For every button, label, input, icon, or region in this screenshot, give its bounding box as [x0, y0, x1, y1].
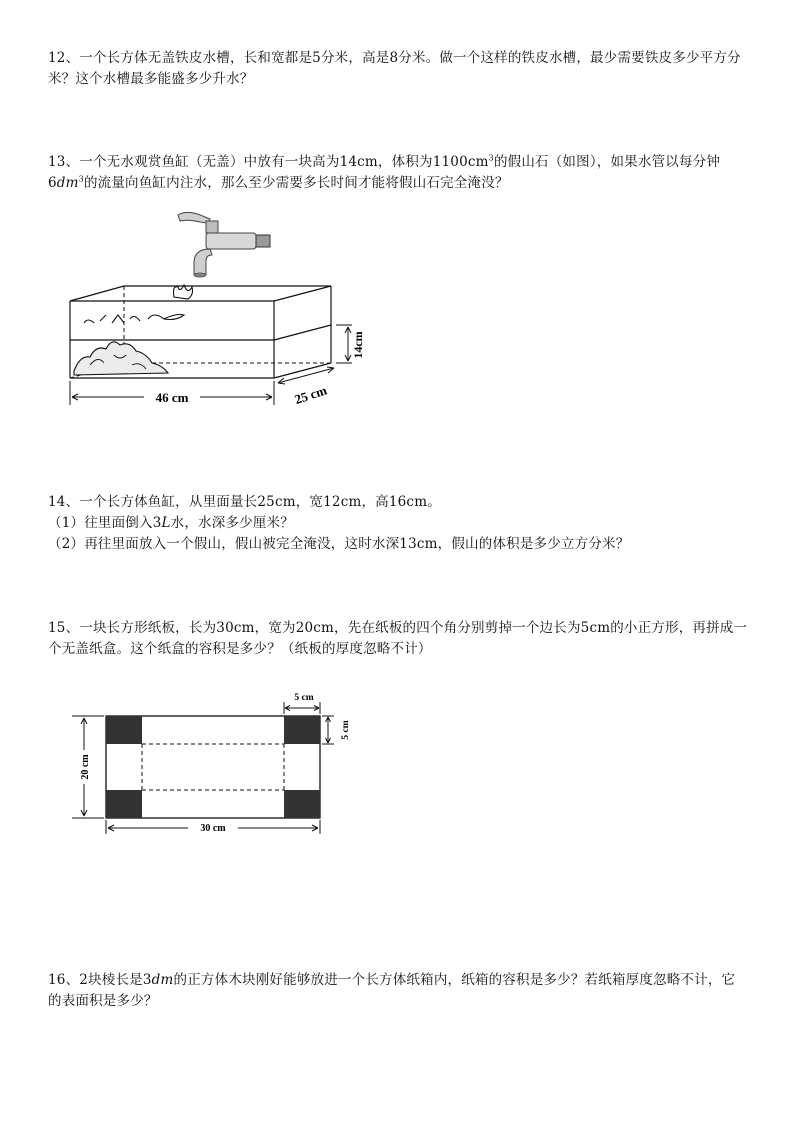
question-14-part-2: （2）再往里面放入一个假山，假山被完全淹没，这时水深13cm，假山的体积是多少立方分米？	[48, 536, 630, 552]
corner-label-side: 5 cm	[341, 720, 351, 740]
question-14	[48, 492, 748, 555]
question-13	[48, 152, 748, 194]
q16-text-b: 的正方体木块刚好能够放进一个长方体纸箱内，纸箱的容积是多少？若纸箱厚度忽略不计，它的表面积是多少？	[48, 972, 736, 1009]
width-label: 25 cm	[292, 382, 329, 407]
question-14-part-1	[48, 513, 748, 534]
faucet-icon	[178, 212, 270, 277]
height-label: 20 cm	[80, 754, 91, 780]
height-dimension	[336, 325, 352, 363]
q13-unit-dm: dm	[56, 175, 79, 191]
corner-square-top-right	[284, 716, 320, 744]
fish-tank-figure	[60, 205, 370, 410]
height-label: 14cm	[351, 331, 365, 359]
question-12-text: 12、一个长方体无盖铁皮水槽，长和宽都是5分米，高是8分米。做一个这样的铁皮水槽，最少需要铁皮多少平方分米？这个水槽最多能盛多少升水？	[48, 50, 741, 87]
q14-part1-b: 水，水深多少厘米？	[170, 515, 294, 531]
length-label: 30 cm	[200, 823, 226, 834]
corner-square-top-left	[106, 716, 142, 744]
q13-text-b: 的假山石（如图），如果水管以每分钟6	[48, 154, 721, 191]
q13-sup-b: 3	[78, 174, 84, 184]
question-15	[48, 618, 748, 660]
q13-sup-a: 3	[488, 153, 494, 163]
question-16	[48, 970, 748, 1012]
q13-text-a: 13、一个无水观赏鱼缸（无盖）中放有一块高为14cm，体积为1100cm	[48, 154, 489, 170]
corner-square-bottom-left	[106, 790, 142, 818]
q14-part1-a: （1）往里面倒入3	[48, 515, 162, 531]
question-14-intro: 14、一个长方体鱼缸，从里面量长25cm，宽12cm，高16cm。	[48, 494, 441, 510]
q16-unit-dm: dm	[151, 972, 174, 988]
question-15-text: 15、一块长方形纸板，长为30cm，宽为20cm，先在纸板的四个角分别剪掉一个边长为5cm的小正方形，再拼成一个无盖纸盒。这个纸盒的容积是多少？（纸板的厚度忽略不计）	[48, 620, 748, 657]
q13-text-c: 的流量向鱼缸内注水，那么至少需要多长时间才能将假山石完全淹没？	[83, 175, 509, 191]
rock-icon	[74, 342, 168, 375]
length-label: 46 cm	[155, 390, 189, 405]
q16-text-a: 16、2块棱长是3	[48, 972, 152, 988]
question-12	[48, 48, 748, 90]
corner-square-bottom-right	[284, 790, 320, 818]
water-marks	[84, 285, 193, 323]
question-16-text	[48, 970, 748, 1012]
cardboard-figure	[66, 688, 366, 838]
q14-part1-unit: L	[161, 515, 171, 531]
corner-label-top: 5 cm	[294, 693, 314, 703]
question-13-text	[48, 152, 748, 194]
